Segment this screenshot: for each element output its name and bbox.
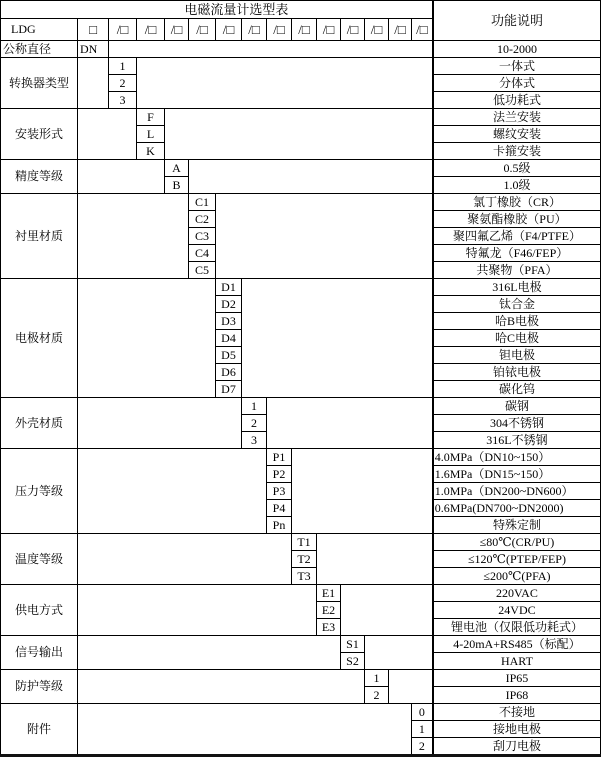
option-code: E2 <box>317 602 341 619</box>
option-row <box>1 636 601 653</box>
option-code: P3 <box>267 483 292 500</box>
empty-lead-cell <box>78 160 165 194</box>
function-description: 特殊定制 <box>433 517 601 534</box>
option-code: 1 <box>242 398 267 415</box>
model-slot: /□ <box>389 19 412 41</box>
function-description: HART <box>433 653 601 670</box>
function-description: 钽电极 <box>433 347 601 364</box>
option-code: B <box>165 177 189 194</box>
model-slot: /□ <box>317 19 341 41</box>
empty-lead-cell <box>78 585 317 636</box>
category-label: 外壳材质 <box>1 398 78 449</box>
empty-tail-cell <box>216 194 433 279</box>
function-description: 卡箍安装 <box>433 143 601 160</box>
empty-tail-cell <box>341 585 433 636</box>
model-slot: /□ <box>341 19 365 41</box>
function-description: 24VDC <box>433 602 601 619</box>
option-code: F <box>137 109 165 126</box>
option-code: L <box>137 126 165 143</box>
empty-lead-cell <box>78 534 292 585</box>
empty-tail-cell <box>317 534 433 585</box>
model-slot: /□ <box>216 19 242 41</box>
option-code: C5 <box>189 262 216 279</box>
function-description: 共聚物（PFA） <box>433 262 601 279</box>
option-row <box>1 279 601 296</box>
function-description: 法兰安装 <box>433 109 601 126</box>
category-label: 信号输出 <box>1 636 78 670</box>
option-code: 1 <box>365 670 389 687</box>
option-code: 2 <box>109 75 137 92</box>
option-code: D1 <box>216 279 242 296</box>
option-code: D2 <box>216 296 242 313</box>
title-row <box>1 1 601 19</box>
empty-lead-cell <box>78 109 137 160</box>
option-row <box>1 585 601 602</box>
option-code: P1 <box>267 449 292 466</box>
category-label: 衬里材质 <box>1 194 78 279</box>
function-description: 哈B电极 <box>433 313 601 330</box>
option-code: S1 <box>341 636 365 653</box>
empty-tail-cell <box>365 636 433 670</box>
model-slot: /□ <box>137 19 165 41</box>
function-description: 一体式 <box>433 58 601 75</box>
option-code: 1 <box>109 58 137 75</box>
option-groups-body <box>1 41 601 756</box>
function-description: IP65 <box>433 670 601 687</box>
option-row <box>1 670 601 687</box>
model-prefix: LDG <box>1 19 78 41</box>
option-code: T2 <box>292 551 317 568</box>
empty-lead-cell <box>78 58 109 109</box>
option-row <box>1 41 601 58</box>
category-label: 供电方式 <box>1 585 78 636</box>
table-title: 电磁流量计选型表 <box>1 1 433 19</box>
category-label: 转换器类型 <box>1 58 78 109</box>
function-description: 4.0MPa（DN10~150） <box>433 449 601 466</box>
model-slot: /□ <box>412 19 433 41</box>
function-description: IP68 <box>433 687 601 704</box>
function-description: 分体式 <box>433 75 601 92</box>
empty-lead-cell <box>78 636 341 670</box>
function-description: 聚氨酯橡胶（PU） <box>433 211 601 228</box>
option-code: 3 <box>109 92 137 109</box>
option-code: D4 <box>216 330 242 347</box>
option-code: P2 <box>267 466 292 483</box>
function-description: 0.5级 <box>433 160 601 177</box>
empty-lead-cell <box>78 194 189 279</box>
option-code: T1 <box>292 534 317 551</box>
empty-tail-cell <box>292 449 433 534</box>
function-description: 碳化钨 <box>433 381 601 398</box>
option-code: E3 <box>317 619 341 636</box>
option-row <box>1 534 601 551</box>
empty-tail-cell <box>109 41 433 58</box>
function-description: 1.0级 <box>433 177 601 194</box>
option-code: P4 <box>267 500 292 517</box>
option-code: D5 <box>216 347 242 364</box>
option-code: Pn <box>267 517 292 534</box>
category-label: 电极材质 <box>1 279 78 398</box>
empty-lead-cell <box>78 398 242 449</box>
option-code: 2 <box>412 738 433 756</box>
model-slot: /□ <box>292 19 317 41</box>
empty-lead-cell <box>78 670 365 704</box>
category-label: 压力等级 <box>1 449 78 534</box>
option-row <box>1 398 601 415</box>
function-description: 碳钢 <box>433 398 601 415</box>
option-code: C4 <box>189 245 216 262</box>
model-slot: /□ <box>242 19 267 41</box>
option-code: 2 <box>242 415 267 432</box>
category-label: 安装形式 <box>1 109 78 160</box>
empty-tail-cell <box>242 279 433 398</box>
option-row <box>1 160 601 177</box>
function-description: 10-2000 <box>433 41 601 58</box>
option-code: A <box>165 160 189 177</box>
empty-lead-cell <box>78 704 412 756</box>
function-description: ≤120℃(PTEP/FEP) <box>433 551 601 568</box>
option-row <box>1 109 601 126</box>
function-description: 不接地 <box>433 704 601 721</box>
category-label: 精度等级 <box>1 160 78 194</box>
category-label: 附件 <box>1 704 78 756</box>
option-code: 2 <box>365 687 389 704</box>
function-description: 316L电极 <box>433 279 601 296</box>
function-description: 220VAC <box>433 585 601 602</box>
empty-tail-cell <box>165 109 433 160</box>
function-description: 4-20mA+RS485（标配） <box>433 636 601 653</box>
function-column-header: 功能说明 <box>433 1 601 41</box>
model-slot: /□ <box>109 19 137 41</box>
empty-tail-cell <box>189 160 433 194</box>
category-label: 温度等级 <box>1 534 78 585</box>
function-description: 氯丁橡胶（CR） <box>433 194 601 211</box>
function-description: ≤80℃(CR/PU) <box>433 534 601 551</box>
empty-lead-cell <box>78 449 267 534</box>
option-row <box>1 58 601 75</box>
function-description: 锂电池（仅限低功耗式） <box>433 619 601 636</box>
option-code: C1 <box>189 194 216 211</box>
function-description: 钛合金 <box>433 296 601 313</box>
function-description: 低功耗式 <box>433 92 601 109</box>
model-box-first: □ <box>78 19 109 41</box>
option-row <box>1 449 601 466</box>
option-code: T3 <box>292 568 317 585</box>
option-code: D6 <box>216 364 242 381</box>
category-label: 防护等级 <box>1 670 78 704</box>
function-description: 铂铱电极 <box>433 364 601 381</box>
option-code: 0 <box>412 704 433 721</box>
category-label: 公称直径 <box>1 41 78 58</box>
function-description: 哈C电极 <box>433 330 601 347</box>
option-code: K <box>137 143 165 160</box>
model-slot: /□ <box>365 19 389 41</box>
model-slot: /□ <box>189 19 216 41</box>
empty-tail-cell <box>137 58 433 109</box>
option-code: E1 <box>317 585 341 602</box>
function-description: 聚四氟乙烯（F4/PTFE） <box>433 228 601 245</box>
option-code: 1 <box>412 721 433 738</box>
option-code: C3 <box>189 228 216 245</box>
option-code: S2 <box>341 653 365 670</box>
option-code: C2 <box>189 211 216 228</box>
option-code: 3 <box>242 432 267 449</box>
option-code: D3 <box>216 313 242 330</box>
option-row <box>1 194 601 211</box>
empty-lead-cell <box>78 279 216 398</box>
function-description: 1.0MPa（DN200~DN600） <box>433 483 601 500</box>
function-description: 螺纹安装 <box>433 126 601 143</box>
function-description: 0.6MPa(DN700~DN2000) <box>433 500 601 517</box>
option-row <box>1 704 601 721</box>
option-code: DN <box>78 41 109 58</box>
model-slot: /□ <box>267 19 292 41</box>
function-description: 316L不锈钢 <box>433 432 601 449</box>
option-code: D7 <box>216 381 242 398</box>
function-description: 接地电极 <box>433 721 601 738</box>
function-description: 刮刀电极 <box>433 738 601 756</box>
function-description: ≤200℃(PFA) <box>433 568 601 585</box>
function-description: 304不锈钢 <box>433 415 601 432</box>
empty-tail-cell <box>389 670 433 704</box>
model-slot: /□ <box>165 19 189 41</box>
function-description: 1.6MPa（DN15~150） <box>433 466 601 483</box>
function-description: 特氟龙（F46/FEP） <box>433 245 601 262</box>
empty-tail-cell <box>267 398 433 449</box>
